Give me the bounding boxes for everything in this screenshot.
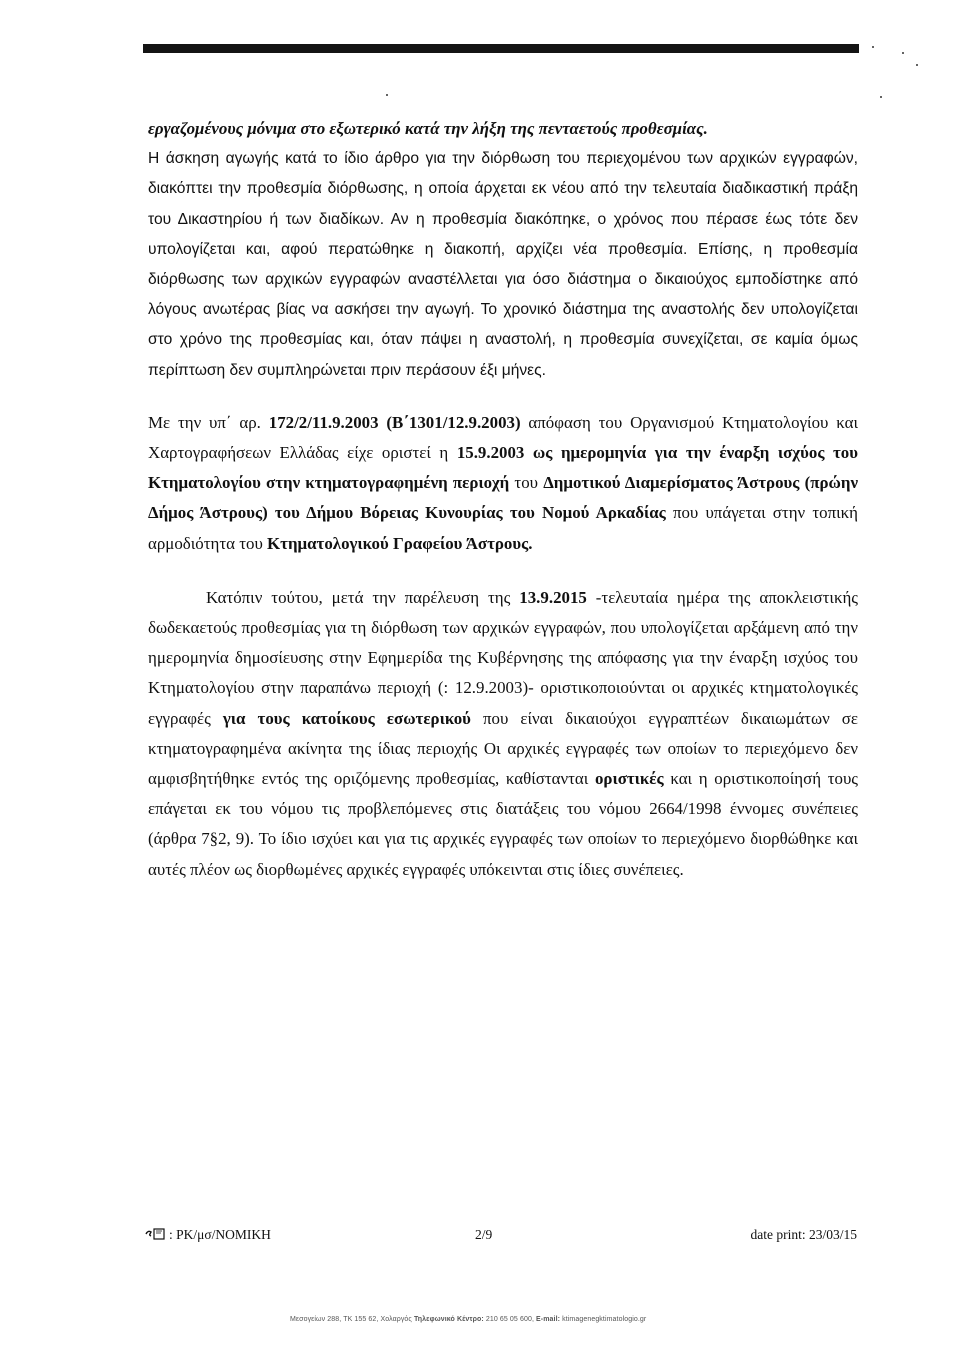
paragraph-continuation <box>148 114 858 144</box>
deadline-date: 13.9.2015 <box>519 587 587 607</box>
text-run: Κατόπιν τούτου, μετά την παρέλευση της <box>206 587 520 607</box>
scan-speck <box>872 46 874 48</box>
office-name: Κτηματολογικού Γραφείου Άστρους. <box>267 533 533 553</box>
text-run: και η οριστικοποίησή τους επάγεται εκ του νόμου τις προβλεπόμενες στις διατάξεις του νόμου 2664/1998 έννομες συνέπειες (άρθρα 7§2, 9). Το ίδιο ισχύει και για τις αρχικές εγγραφές των οποίων το περιεχόμενο διορθώθηκε και αυτές πλέον ως διορθωμένες αρχικές εγγραφές υπόκεινται στις ίδιες συνέπειες. <box>148 769 858 879</box>
residents-emphasis: για τους κατοίκους εσωτερικού <box>222 708 471 728</box>
start-date: 15.9.2003 ως ημερομηνία για την έναρξη ισχύος του Κτηματολογίου στην κτηματογραφημένη περιοχή <box>148 443 858 493</box>
reference-text: : PK/μσ/NOMIKH <box>169 1227 271 1242</box>
email-label: E-mail: <box>536 1316 561 1323</box>
area-name: Δημοτικού Διαμερίσματος Άστρους (πρώην Δήμος Άστρους) του Δήμου Βόρειας Κυνουρίας του Νομού Αρκαδίας <box>148 473 858 523</box>
paragraph-finalization <box>148 583 858 885</box>
scan-speck <box>880 96 882 98</box>
scan-speck <box>386 94 388 96</box>
spacer <box>148 386 858 408</box>
print-date: date print: 23/03/15 <box>750 1227 857 1242</box>
text-run: Με την υπ΄ αρ. <box>148 412 269 432</box>
paragraph-decision <box>148 408 858 559</box>
top-rule <box>143 44 859 53</box>
text-run: απόφαση του Οργανισμού Κτηματολογίου και Χαρτογραφήσεων Ελλάδας είχε οριστεί η <box>148 412 859 463</box>
text-run: του <box>509 473 544 493</box>
document-body <box>148 114 858 885</box>
phone-number: 210 65 05 600, <box>483 1316 537 1323</box>
spacer <box>148 559 858 583</box>
decision-ref: 172/2/11.9.2003 (Β΄1301/12.9.2003) <box>268 412 521 432</box>
continuation-text: εργαζομένους μόνιμα στο εξωτερικό κατά την λήξη της πενταετούς προθεσμίας. <box>148 119 708 138</box>
address: Μεσογείων 288, ΤΚ 155 62, Χολαργός <box>290 1316 414 1323</box>
suspension-text: Επίσης, η προθεσμία διόρθωσης των αρχικών εγγραφών αναστέλλεται για όσο διάστημα ο δικαιούχος εμποδίστηκε από λόγους ανωτέρας βίας να ασκήσει την αγωγή. Το χρονικό διάστημα της αναστολής δεν υπολογίζεται στο χρόνο της προθεσμίας και, όταν πάψει η αναστολή, η προθεσμία συνεχίζεται, σε καμία όμως περίπτωση δεν συμπληρώνεται πριν περάσουν έξι μήνες. <box>148 240 858 379</box>
scan-speck <box>902 52 904 54</box>
text-run: που είναι δικαιούχοι εγγραπτέων δικαιωμάτων σε κτηματογραφημένα ακίνητα της ίδιας περιοχής Οι αρχικές εγγραφές των οποίων το περιεχόμενο δεν αμφισβητήθηκε εντός της οριζόμενης προθεσμίας, καθίστανται <box>148 708 858 789</box>
phone-label: Τηλεφωνικό Κέντρο: <box>413 1316 484 1323</box>
phone-file-icon <box>145 1227 167 1240</box>
text-run: που υπάγεται στην τοπική αρμοδιότητα του <box>148 503 858 553</box>
page-footer <box>145 1227 857 1247</box>
final-emphasis: οριστικές <box>594 769 664 789</box>
text-run: -τελευταία ημέρα της αποκλειστικής δωδεκαετούς προθεσμίας για τη διόρθωση των αρχικών εγγραφών, που υπολογίζεται αρξάμενη από την ημερομηνία δημοσίευσης στην Εφημερίδα της Κυβέρνησης της απόφασης για την έναρξη ισχύος του Κτηματολογίου στην παραπάνω περιοχή (: 12.9.2003)- οριστικοποιούνται οι αρχικές κτηματολογικές εγγραφές <box>148 587 858 728</box>
paragraph-lawsuit <box>148 144 858 386</box>
page-number: 2/9 <box>475 1227 493 1242</box>
email-address: ktimagenegktimatologio.gr <box>560 1316 647 1323</box>
scan-speck <box>916 64 918 66</box>
contact-line <box>290 1316 890 1323</box>
lawsuit-text: Η άσκηση αγωγής κατά το ίδιο άρθρο για την διόρθωση του περιεχομένου των αρχικών εγγραφών, διακόπτει την προθεσμία διόρθωσης, η οποία άρχεται εκ νέου από την τελευταία διαδικαστική πράξη του Δικαστηρίου ή των διαδίκων. Αν η προθεσμία διακόπηκε, ο χρόνος που πέρασε έως τότε δεν υπολογίζεται και, αφού περατώθηκε η διακοπή, αρχίζει νέα προθεσμία. <box>148 150 858 258</box>
document-reference <box>145 1227 271 1243</box>
